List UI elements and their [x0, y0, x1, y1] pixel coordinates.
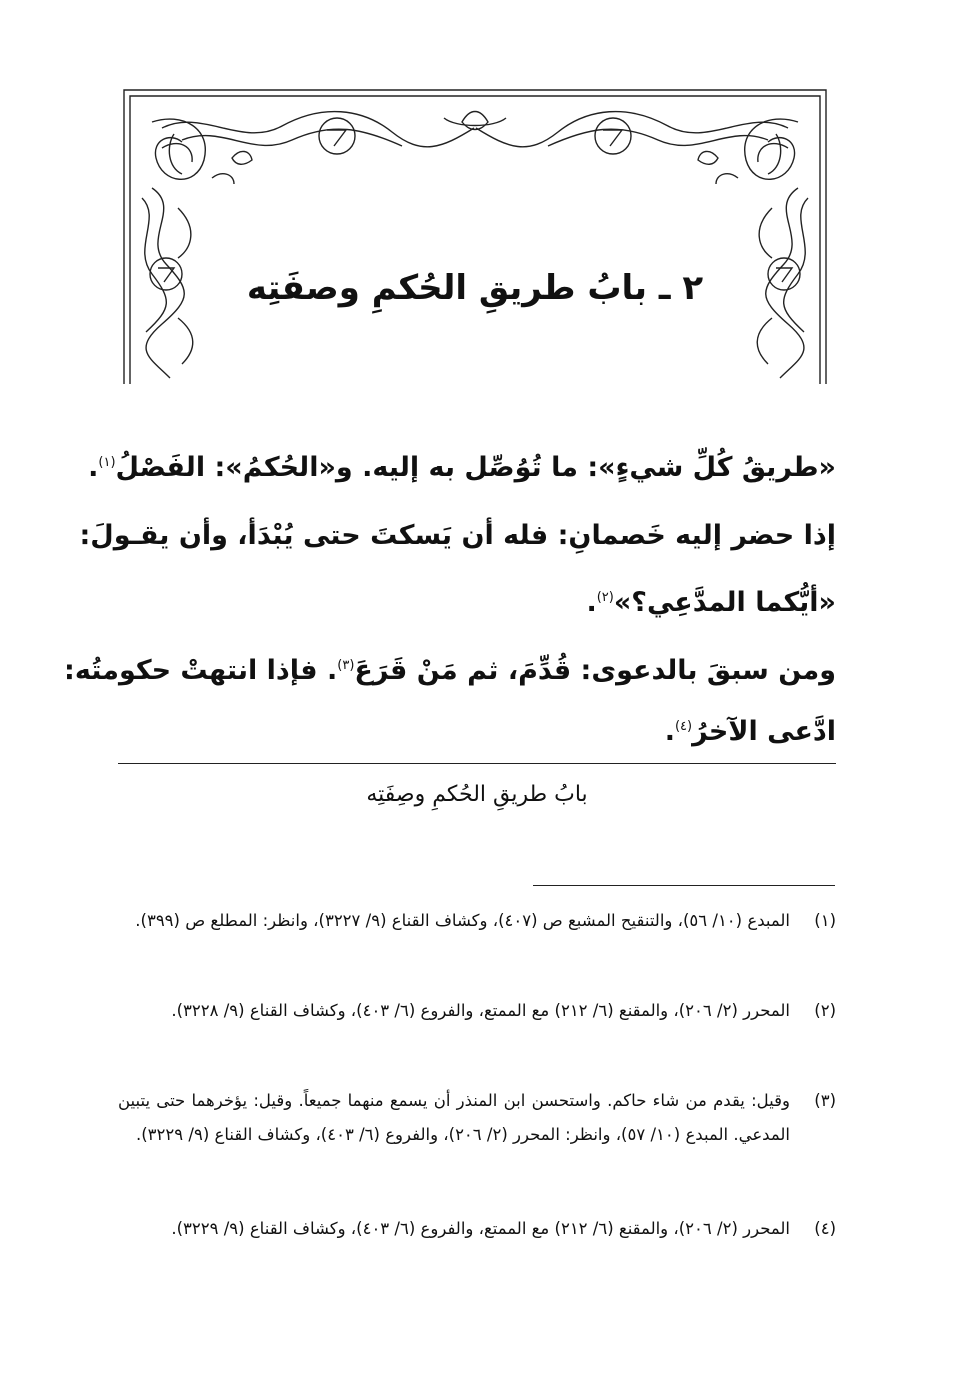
matn-paragraph-3-line-1 [64, 651, 836, 686]
matn-paragraph-2-line-1: إذا حضر إليه خَصمانِ: فله أن يَسكتَ حتى يُبْدَأ، وأن يقـولَ: [79, 520, 836, 551]
matn-p2-end: . [586, 587, 597, 618]
matn-paragraph-3-line-2 [118, 712, 836, 747]
section-divider [118, 763, 836, 764]
chapter-title: ٢ ـ بابُ طريقِ الحُكمِ وصفَتِه [246, 268, 704, 308]
footnote-number: (٣) [814, 1091, 836, 1110]
footnote-number: (١) [814, 911, 836, 930]
footnote-3 [118, 1084, 836, 1152]
matn-p3-line2: ادَّعى الآخرُ [692, 716, 836, 747]
footnote-2 [118, 994, 836, 1028]
footnote-text: وقيل: يقدم من شاء حاكم. واستحسن ابن المنذر أن يسمع منهما جميعاً. وقيل: يؤخرهما حتى يتبين المدعي. المبدع (١٠/ ٥٧)، وانظر: المحرر (٢/ ٢٠٦)، والفروع (٦/ ٤٠٣)، وكشاف القناع (٩/ ٣٢٢٩). [118, 1091, 790, 1144]
footnote-text: المحرر (٢/ ٢٠٦)، والمقنع (٦/ ٢١٢) مع الممتع، والفروع (٦/ ٤٠٣)، وكشاف القناع (٩/ ٣٢٢٩). [171, 1219, 790, 1238]
footnote-text: المبدع (١٠/ ٥٦)، والتنقيح المشبع ص (٤٠٧)، وكشاف القناع (٩/ ٣٢٢٧)، وانظر: المطلع ص (٣٩٩). [135, 911, 790, 930]
footnote-text: المحرر (٢/ ٢٠٦)، والمقنع (٦/ ٢١٢) مع الممتع، والفروع (٦/ ٤٠٣)، وكشاف القناع (٩/ ٣٢٢٨). [171, 1001, 790, 1020]
footnote-4 [118, 1212, 836, 1246]
matn-p3-line1-a: ومن سبقَ بالدعوى: قُدِّمَ، ثم مَنْ قَرَعَ [354, 655, 836, 686]
matn-paragraph-1 [88, 448, 836, 483]
footnote-ref-4[interactable]: (٤) [674, 719, 693, 734]
footnote-number: (٤) [814, 1219, 836, 1238]
matn-p2-line2: «أيُّكما المدَّعِي؟» [613, 587, 836, 618]
footnote-ref-1[interactable]: (١) [98, 455, 116, 470]
matn-paragraph-2-line-2 [118, 583, 836, 618]
commentary-title: بابُ طريقِ الحُكمِ وصِفَتِه [366, 782, 588, 807]
ornamental-header-frame [122, 88, 828, 384]
matn-p3-end: . [664, 716, 675, 747]
arabesque-ornament-icon [122, 88, 828, 384]
footnote-divider [533, 885, 835, 886]
footnote-1 [118, 904, 836, 938]
matn-p1-end: . [88, 452, 99, 483]
matn-p3-line1-b: . فإذا انتهتْ حكومتُه: [64, 655, 338, 686]
footnote-number: (٢) [814, 1001, 836, 1020]
footnote-ref-3[interactable]: (٣) [337, 658, 355, 673]
matn-p1-text: «طريقُ كُلِّ شيءٍ»: ما تُوُصِّل به إليه. و«الحُكمُ»: الفَصْلُ [115, 452, 836, 483]
footnote-ref-2[interactable]: (٢) [596, 590, 614, 605]
